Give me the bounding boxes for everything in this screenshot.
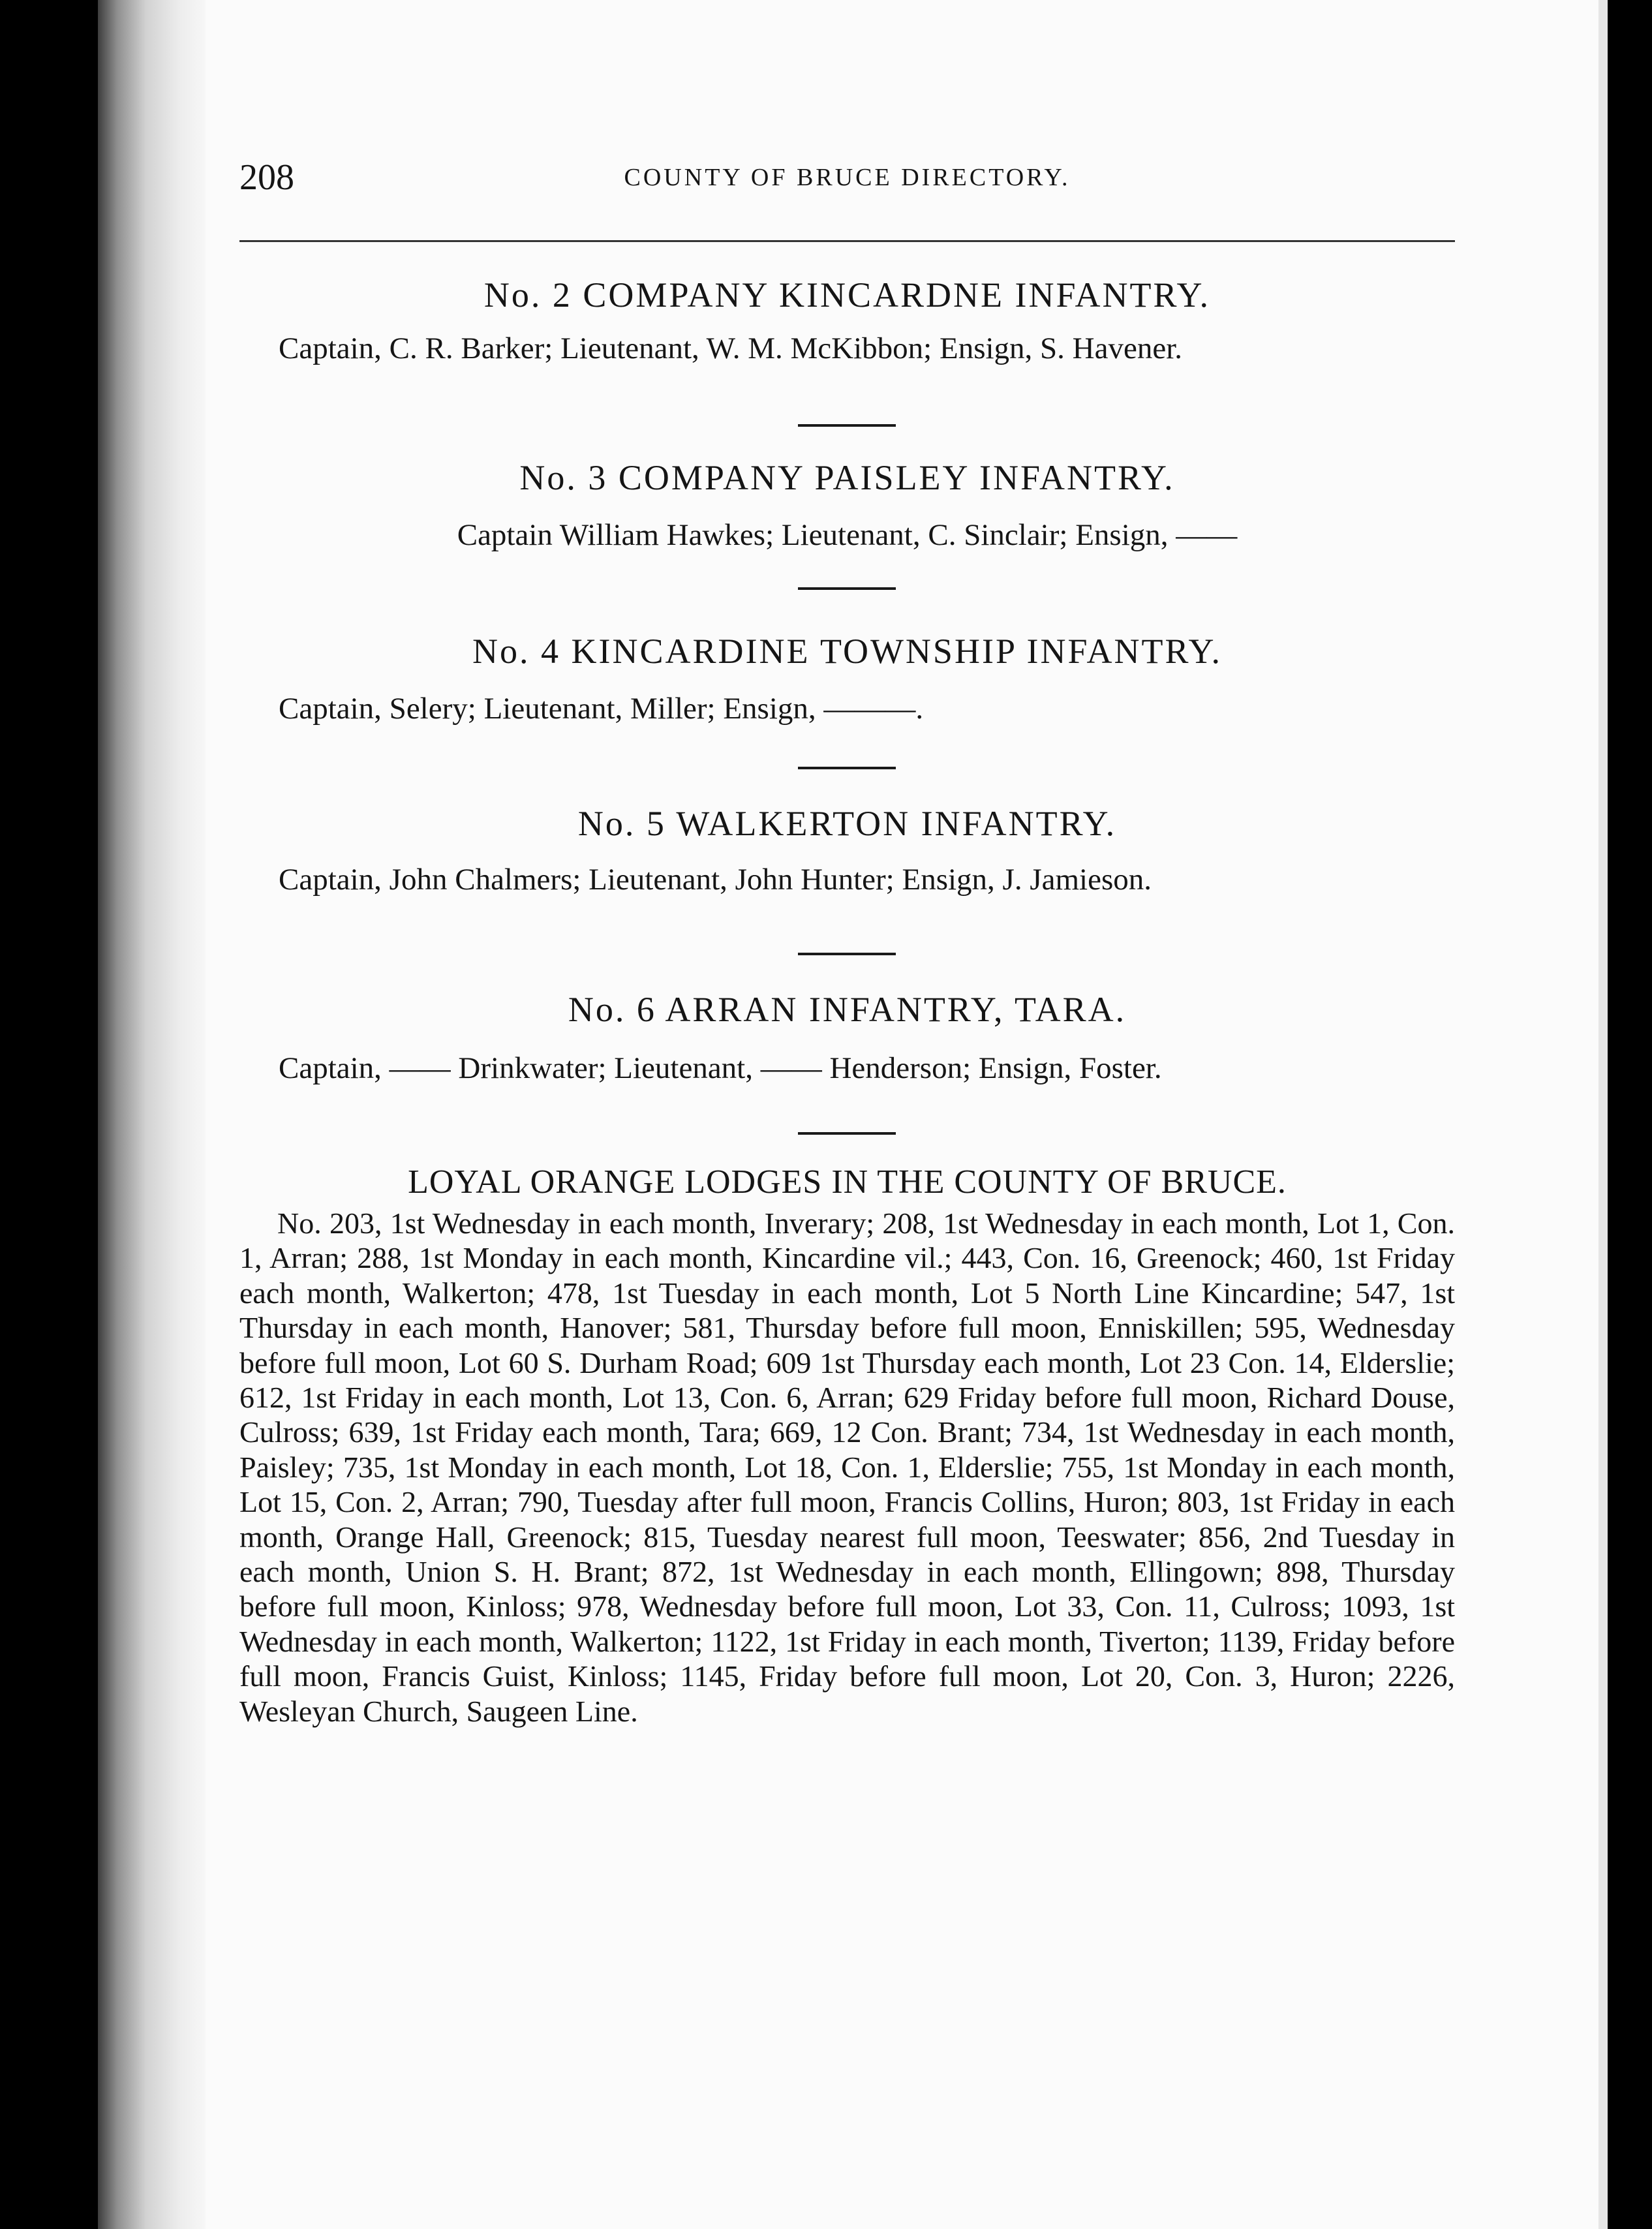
section-divider: [798, 587, 896, 590]
section-no2-kincardine: [239, 274, 1455, 367]
page-header: [239, 157, 1455, 209]
section-officers-text: Captain, Selery; Lieutenant, Miller; Ensign, ———.: [279, 692, 924, 726]
section-no4-kincardine-township: [239, 630, 1455, 727]
section-no3-paisley: [239, 457, 1455, 553]
section-heading: No. 2 COMPANY KINCARDNE INFANTRY.: [483, 275, 1211, 315]
section-officers-text: Captain, —— Drinkwater; Lieutenant, —— Henderson; Ensign, Foster.: [279, 1051, 1162, 1085]
lodges-heading-block: [239, 1161, 1455, 1203]
section-no6-arran-tara: [239, 989, 1455, 1086]
section-divider: [798, 1132, 896, 1135]
lodges-heading: LOYAL ORANGE LODGES IN THE COUNTY OF BRUCE.: [408, 1163, 1287, 1201]
scanned-page-left-edge: [98, 0, 206, 2229]
running-title: COUNTY OF BRUCE DIRECTORY.: [624, 164, 1071, 191]
section-officers-text: Captain, John Chalmers; Lieutenant, John Hunter; Ensign, J. Jamieson.: [279, 863, 1152, 897]
section-heading: No. 5 WALKERTON INFANTRY.: [577, 804, 1117, 843]
section-no5-walkerton: [239, 803, 1455, 898]
section-heading: No. 6 ARRAN INFANTRY, TARA.: [568, 990, 1127, 1029]
section-officers-text: Captain, C. R. Barker; Lieutenant, W. M. McKibbon; Ensign, S. Havener.: [279, 331, 1183, 365]
scanned-page-right-edge: [1598, 0, 1608, 2229]
section-heading: No. 4 KINCARDINE TOWNSHIP INFANTRY.: [472, 632, 1223, 671]
section-divider: [798, 424, 896, 427]
header-rule: [239, 240, 1455, 242]
section-divider: [798, 767, 896, 769]
page-number: 208: [239, 157, 294, 198]
section-heading: No. 3 COMPANY PAISLEY INFANTRY.: [519, 458, 1175, 497]
section-officers-text: Captain William Hawkes; Lieutenant, C. Sinclair; Ensign, ——: [457, 518, 1238, 552]
lodges-listing-text: No. 203, 1st Wednesday in each month, Inverary; 208, 1st Wednesday in each month, Lot 1, Con. 1, Arran; 288, 1st Monday in each month, Kincardine vil.; 443, Con. 16, Greenock; 460, 1st Friday each month, Walkerton; 478, 1st Tuesday in each month, Lot 5 North Line Kincardine; 547, 1st Thursday in each month, Hanover; 581, Thursday before full moon, Enniskillen; 595, Wednesday before full moon, Lot 60 S. Durham Road; 609 1st Thursday each month, Lot 23 Con. 14, Elderslie; 612, 1st Friday in each month, Lot 13, Con. 6, Arran; 629 Friday before full moon, Richard Douse, Culross; 639, 1st Friday each month, Tara; 669, 12 Con. Brant; 734, 1st Wednesday in each month, Paisley; 735, 1st Monday in each month, Lot 18, Con. 1, Elderslie; 755, 1st Monday in each month, Lot 15, Con. 2, Arran; 790, Tuesday after full moon, Francis Collins, Huron; 803, 1st Friday in each month, Orange Hall, Greenock; 815, Tuesday nearest full moon, Teeswater; 856, 2nd Tuesday in each month, Union S. H. Brant; 872, 1st Wednesday in each month, Ellingown; 898, Thursday before full moon, Kinloss; 978, Wednesday before full moon, Lot 33, Con. 11, Culross; 1093, 1st Wednesday in each month, Walkerton; 1122, 1st Friday in each month, Tiverton; 1139, Friday before full moon, Francis Guist, Kinloss; 1145, Friday before full moon, Lot 20, Con. 3, Huron; 2226, Wesleyan Church, Saugeen Line.: [239, 1207, 1455, 1728]
section-divider: [798, 953, 896, 955]
